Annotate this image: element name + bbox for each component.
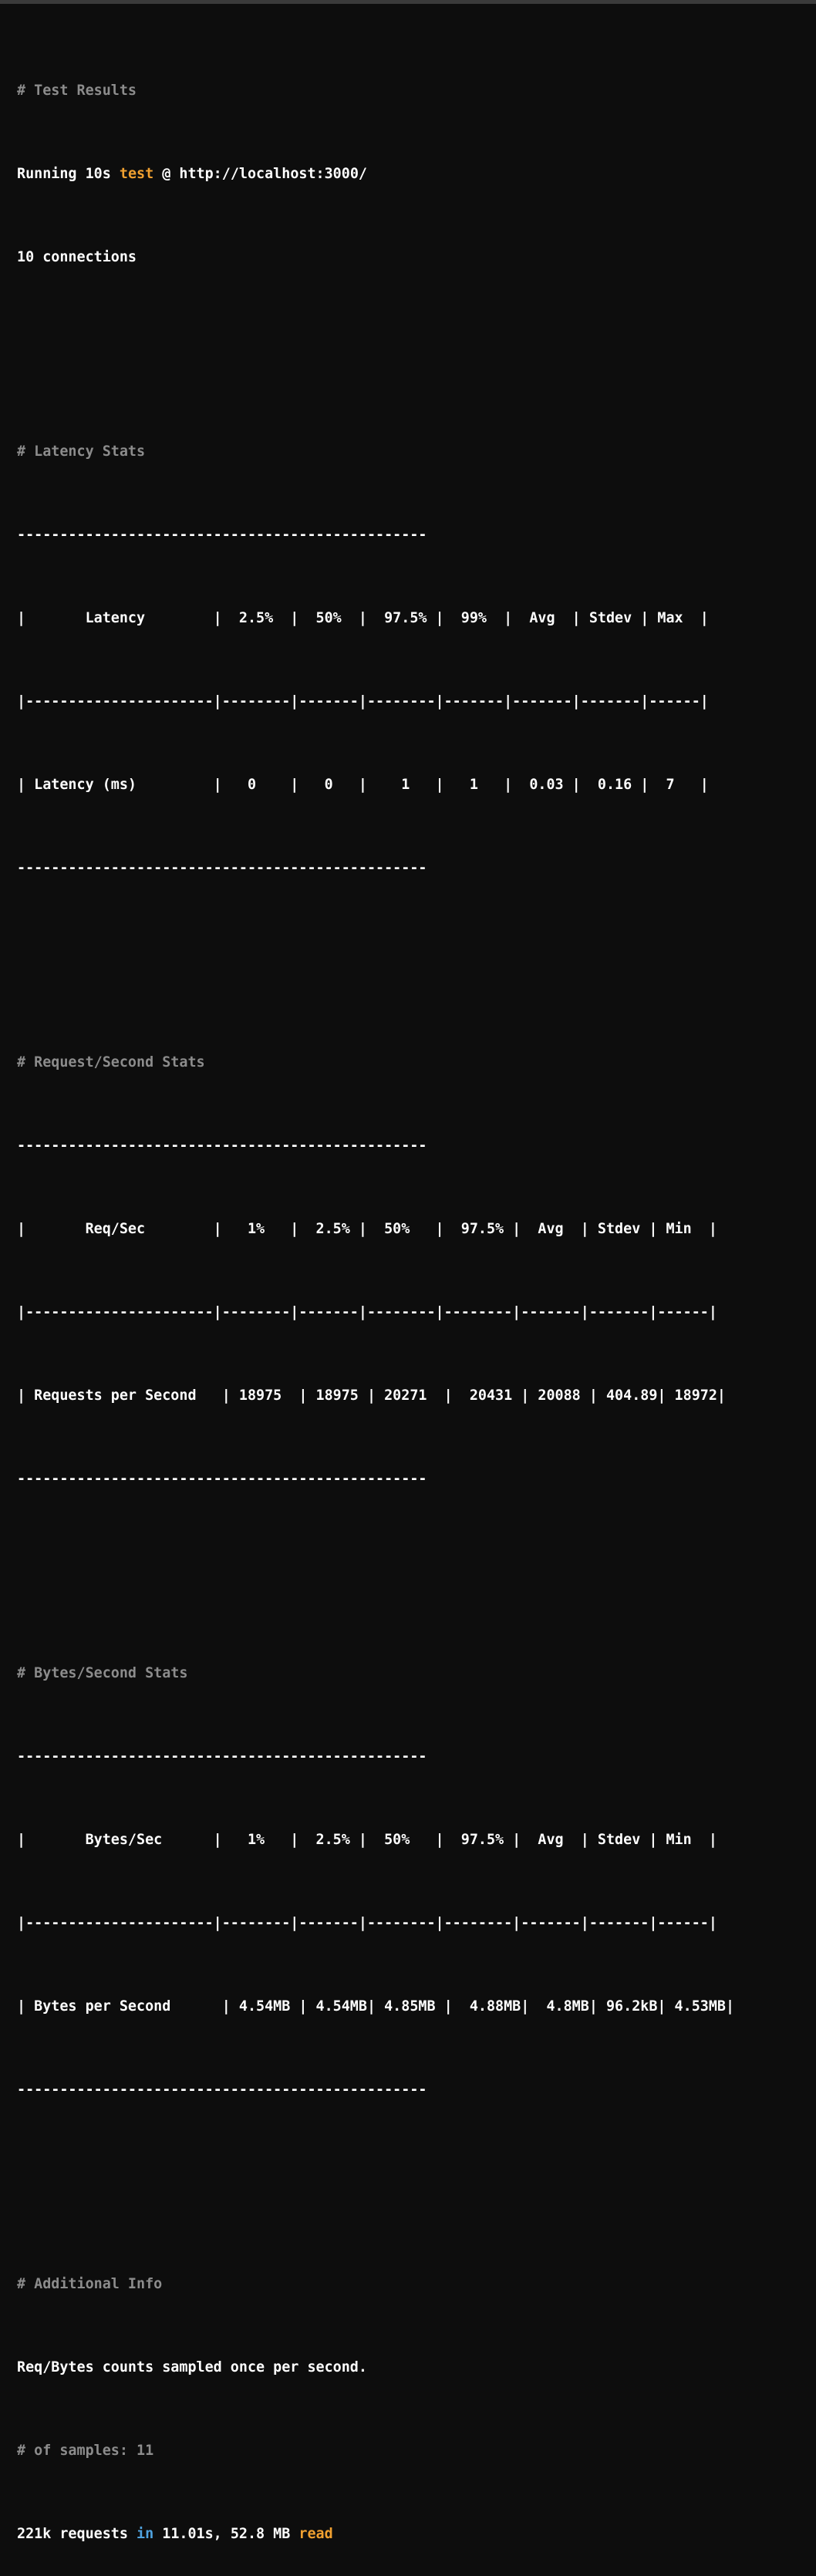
- test-results-heading: # Test Results: [17, 83, 137, 99]
- additional-info-heading: # Additional Info: [17, 2276, 163, 2292]
- latency-bottom-rule: ------------------------------------------------: [17, 860, 427, 876]
- blank-line: [17, 1549, 811, 1576]
- window-top-border: [0, 0, 816, 4]
- latency-table-separator: |----------------------|--------|-------|--------|-------|-------|-------|------|: [17, 693, 709, 710]
- blank-line: [17, 327, 811, 355]
- latency-top-rule: ------------------------------------------------: [17, 527, 427, 543]
- sampled-line: Req/Bytes counts sampled once per second.: [17, 2359, 367, 2375]
- request-table-row: | Requests per Second | 18975 | 18975 | 20271 | 20431 | 20088 | 404.89| 18972|: [17, 1387, 726, 1404]
- running-prefix: Running 10s: [17, 166, 120, 182]
- in-keyword: in: [137, 2526, 154, 2542]
- latency-table-header: | Latency | 2.5% | 50% | 97.5% | 99% | Avg | Stdev | Max |: [17, 610, 709, 626]
- latency-table-row: | Latency (ms) | 0 | 0 | 1 | 1 | 0.03 | 0.16 | 7 |: [17, 777, 709, 793]
- connections-line: 10 connections: [17, 249, 137, 265]
- running-url: @ http://localhost:3000/: [153, 166, 367, 182]
- summary-mid: 11.01s, 52.8 MB: [153, 2526, 299, 2542]
- summary-line: [17, 2520, 811, 2548]
- read-keyword: read: [298, 2526, 333, 2542]
- request-table-header: | Req/Sec | 1% | 2.5% | 50% | 97.5% | Avg | Stdev | Min |: [17, 1221, 717, 1237]
- summary-prefix: 221k requests: [17, 2526, 137, 2542]
- request-bottom-rule: ------------------------------------------------: [17, 1471, 427, 1487]
- bytes-bottom-rule: ------------------------------------------------: [17, 2082, 427, 2098]
- markdown-output: [17, 22, 811, 2576]
- request-stats-heading: # Request/Second Stats: [17, 1054, 205, 1071]
- blank-line: [17, 2160, 811, 2187]
- bytes-table-separator: |----------------------|--------|-------|--------|--------|-------|-------|------|: [17, 1915, 717, 1931]
- samples-line: # of samples: 11: [17, 2443, 154, 2459]
- blank-line: [17, 938, 811, 966]
- running-line: [17, 160, 811, 188]
- test-keyword: test: [119, 166, 154, 182]
- bytes-table-header: | Bytes/Sec | 1% | 2.5% | 50% | 97.5% | Avg | Stdev | Min |: [17, 1832, 717, 1848]
- latency-stats-heading: # Latency Stats: [17, 443, 146, 460]
- bytes-table-row: | Bytes per Second | 4.54MB | 4.54MB| 4.85MB | 4.88MB| 4.8MB| 96.2kB| 4.53MB|: [17, 1998, 735, 2015]
- bytes-stats-heading: # Bytes/Second Stats: [17, 1665, 188, 1681]
- bytes-top-rule: ------------------------------------------------: [17, 1748, 427, 1765]
- request-top-rule: ------------------------------------------------: [17, 1138, 427, 1154]
- request-table-separator: |----------------------|--------|-------|--------|--------|-------|-------|------|: [17, 1304, 717, 1320]
